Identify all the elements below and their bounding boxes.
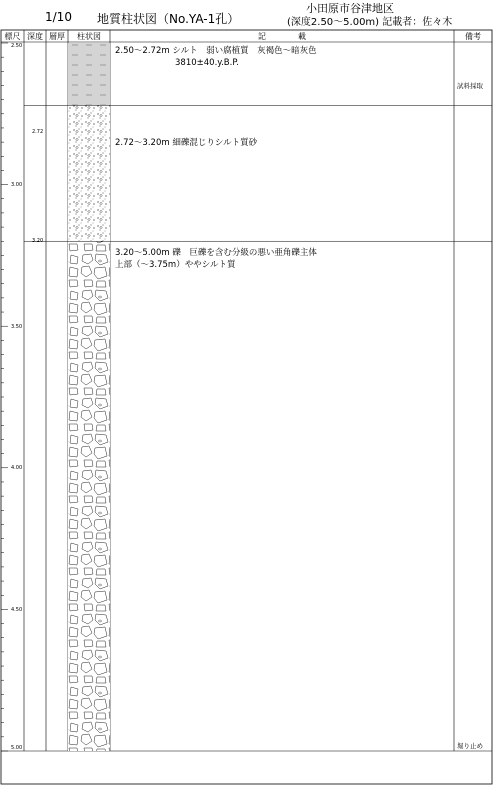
depth-label: 2.72: [32, 129, 44, 135]
end-remark: 堀り止め: [457, 742, 483, 750]
scale-label: 5.00: [11, 745, 23, 751]
depth-range-label: (深度2.50～5.00m) 記載者：佐々木: [287, 17, 453, 28]
sample-remark: 試料採取: [457, 82, 483, 90]
header-description: 記 載: [258, 32, 306, 41]
layer-description: 2.72～3.20m 細礫混じりシルト質砂: [115, 138, 258, 148]
layer-pattern-silt: [68, 43, 110, 105]
scale-label: 2.50: [11, 43, 23, 49]
layer-description: 3.20～5.00m 礫 巨礫を含む分級の悪い亜角礫主体 上部（～3.75m）ややシルト質: [115, 248, 317, 270]
scale-title: 1/10: [45, 10, 72, 24]
header-remarks: 備考: [465, 32, 481, 41]
scale-label: 4.50: [11, 607, 23, 613]
header-thickness: 層厚: [49, 32, 65, 41]
header-elevation: 標尺: [4, 32, 21, 41]
layer-pattern-sand: [68, 105, 110, 241]
layer-pattern-gravel: [68, 241, 110, 751]
layer-description: 2.50～2.72m シルト 弱い腐植質 灰褐色～暗灰色 3810±40.y.B.P.: [115, 46, 317, 68]
scale-label: 3.50: [11, 324, 23, 330]
header-depth: 深度: [27, 32, 43, 41]
log-title: 地質柱状図（No.YA-1孔）: [97, 12, 240, 26]
scale-label: 3.00: [11, 182, 23, 188]
header-column: 柱状図: [77, 32, 101, 41]
location-label: 小田原市谷津地区: [306, 2, 394, 15]
depth-label: 3.20: [32, 238, 44, 244]
scale-label: 4.00: [11, 465, 23, 471]
